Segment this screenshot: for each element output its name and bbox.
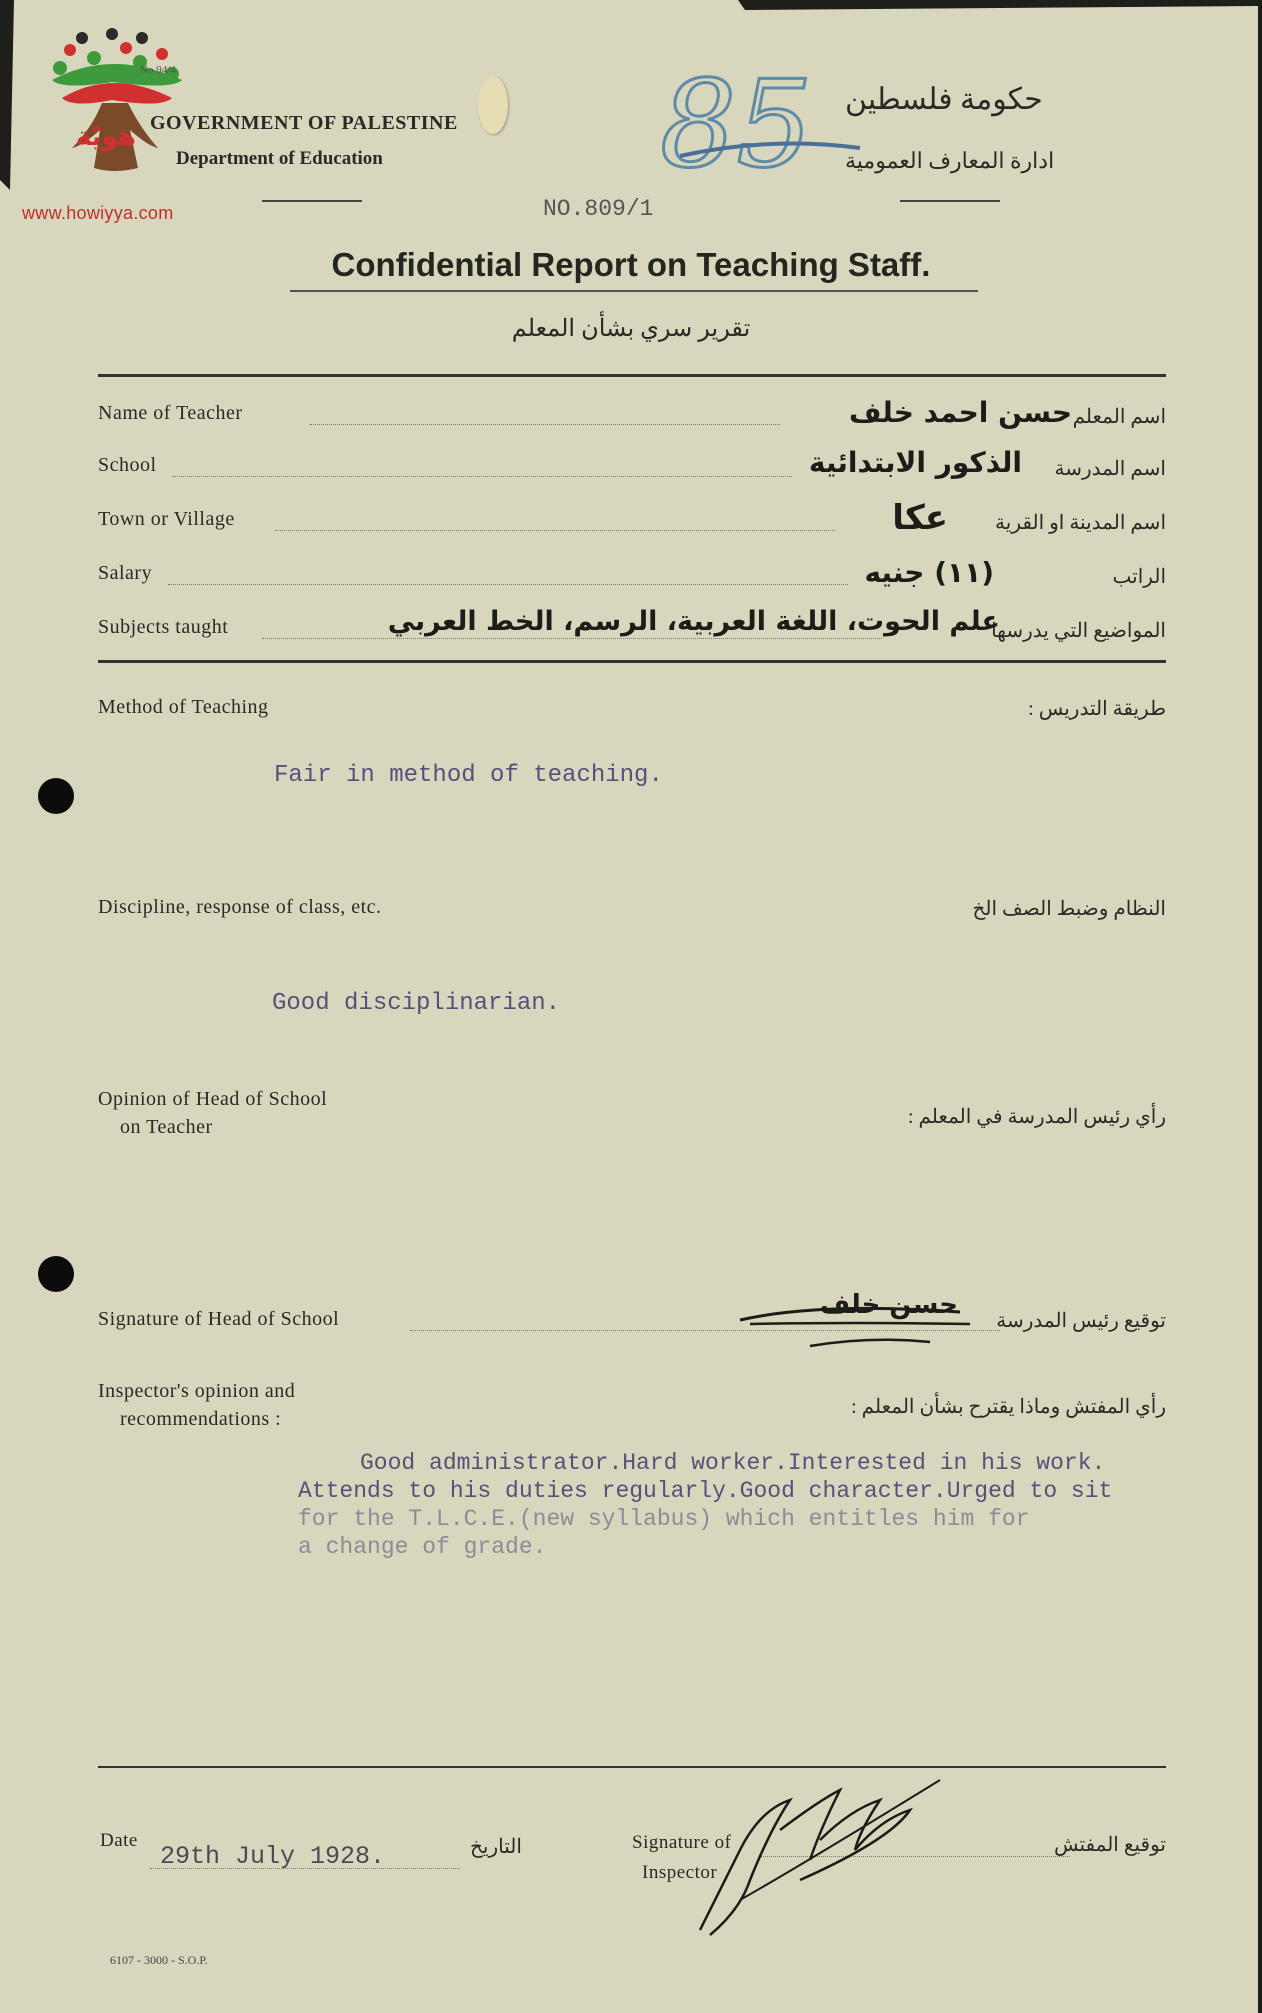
discipline-label-ar: النظام وضبط الصف الخ — [972, 898, 1166, 920]
department-title-ar: ادارة المعارف العمومية — [845, 148, 1055, 173]
dotted-line — [262, 638, 882, 639]
report-number: NO.809/1 — [543, 196, 654, 222]
date-label-ar: التاريخ — [470, 1836, 522, 1858]
field-value-teacher: حسن احمد خلف — [848, 396, 1072, 429]
field-label-school: School — [98, 454, 157, 476]
discipline-label: Discipline, response of class, etc. — [98, 896, 382, 918]
field-value-town: عكا — [892, 498, 948, 538]
inspector-text-line-3: for the T.L.C.E.(new syllabus) which entitles him for — [298, 1506, 1030, 1532]
inspector-signature-label-ar: توقيع المفتش — [1053, 1834, 1166, 1856]
department-title: Department of Education — [176, 148, 383, 169]
field-label-subjects: Subjects taught — [98, 616, 229, 638]
method-label: Method of Teaching — [98, 696, 269, 718]
head-signature-text: حسن خلف — [820, 1290, 958, 1320]
inspector-label-ar: رأي المفتش وماذا يقترح بشأن المعلم : — [851, 1396, 1166, 1418]
field-label-town: Town or Village — [98, 508, 235, 530]
ornament-right — [900, 200, 1000, 202]
inspector-signature-label-2: Inspector — [642, 1862, 718, 1883]
inspector-text-line-2: Attends to his duties regularly.Good character.Urged to sit — [298, 1478, 1113, 1504]
dotted-line — [150, 1868, 460, 1869]
field-label-teacher-ar: اسم المعلم — [1072, 406, 1166, 428]
government-title: GOVERNMENT OF PALESTINE — [150, 112, 458, 134]
field-value-subjects: علم الحوت، اللغة العربية، الرسم، الخط العربي — [387, 606, 1000, 637]
government-title-ar: حكومة فلسطين — [845, 83, 1043, 116]
report-title: Confidential Report on Teaching Staff. — [331, 246, 931, 283]
footer-rule — [98, 1766, 1166, 1768]
method-text: Fair in method of teaching. — [274, 762, 663, 789]
inspector-label-2: recommendations : — [120, 1408, 282, 1430]
date-label: Date — [100, 1830, 138, 1851]
inspector-text-line-4: a change of grade. — [298, 1534, 547, 1560]
head-signature-label: Signature of Head of School — [98, 1308, 340, 1330]
fields-bottom-rule — [98, 660, 1166, 663]
inspector-text-line-1: Good administrator.Hard worker.Interested in his work. — [360, 1450, 1106, 1476]
field-label-salary: Salary — [98, 562, 153, 584]
top-rule — [98, 374, 1166, 377]
head-signature-label-ar: توقيع رئيس المدرسة — [996, 1310, 1166, 1332]
inspector-label-1: Inspector's opinion and — [98, 1380, 296, 1402]
title-underline — [290, 290, 978, 292]
field-value-salary: (١١) جنيه — [864, 556, 994, 589]
inspector-signature — [680, 1770, 960, 1940]
field-label-subjects-ar: المواضيع التي يدرسها — [991, 620, 1166, 642]
dotted-line — [172, 476, 792, 477]
opinion-label-ar: رأي رئيس المدرسة في المعلم : — [907, 1106, 1166, 1128]
punch-hole — [38, 1256, 74, 1292]
opinion-label-2: on Teacher — [120, 1116, 213, 1138]
method-label-ar: طريقة التدريس : — [1028, 698, 1166, 720]
field-label-salary-ar: الراتب — [1112, 566, 1166, 588]
inspector-signature-label-1: Signature of — [632, 1832, 732, 1853]
field-label-town-ar: اسم المدينة او القرية — [995, 512, 1166, 534]
dotted-line — [310, 424, 780, 425]
form-ref: No 94/4 — [140, 64, 176, 76]
ornament-left — [262, 200, 362, 202]
discipline-text: Good disciplinarian. — [272, 990, 561, 1017]
field-value-school: الذكور الابتدائية — [808, 446, 1022, 479]
punch-hole — [38, 778, 74, 814]
date-value: 29th July 1928. — [160, 1842, 386, 1871]
dotted-line — [275, 530, 835, 531]
svg-text:85: 85 — [660, 56, 813, 186]
print-code: 6107 - 3000 - S.O.P. — [110, 1953, 208, 1967]
dotted-line — [168, 584, 848, 585]
field-label-school-ar: اسم المدرسة — [1054, 458, 1166, 480]
report-title-ar: تقرير سري بشأن المعلم — [511, 316, 751, 342]
pin-mark — [478, 76, 508, 134]
logo-wordmark: هويّة — [76, 122, 136, 152]
opinion-label-1: Opinion of Head of School — [98, 1088, 328, 1110]
logo-url: www.howiyya.com — [22, 203, 174, 223]
field-label-teacher: Name of Teacher — [98, 402, 243, 424]
